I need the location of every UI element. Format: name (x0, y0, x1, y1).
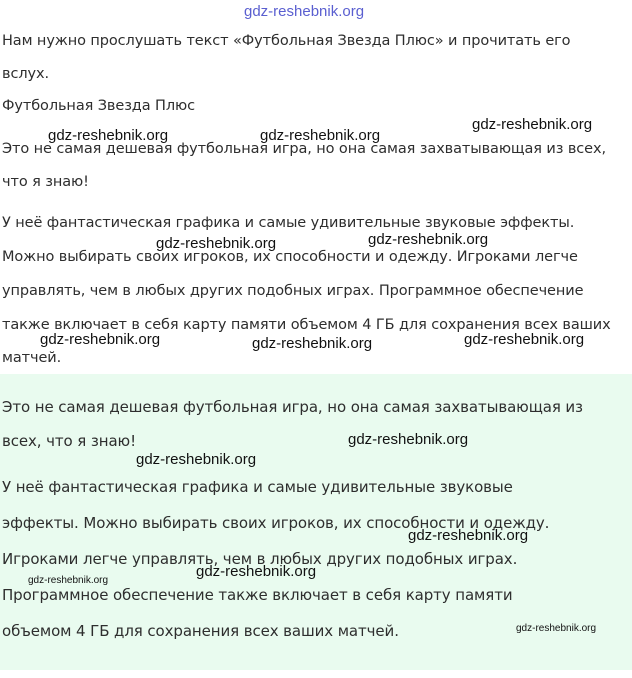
text-line-6: также включает в себя карту памяти объемом 4 ГБ для сохранения всех ваших (2, 317, 611, 333)
watermark: gdz-reshebnik.org (348, 431, 469, 448)
watermark-small: gdz-reshebnik.org (28, 575, 109, 586)
watermark: gdz-reshebnik.org (368, 231, 489, 248)
watermark: gdz-reshebnik.org (156, 235, 277, 252)
text-line-2: что я знаю! (2, 174, 89, 190)
answer-line-5: Игроками легче управлять, чем в любых других подобных играх. (2, 550, 518, 568)
text-line-5: управлять, чем в любых других подобных играх. Программное обеспечение (2, 283, 584, 299)
watermark: gdz-reshebnik.org (40, 331, 161, 348)
watermark: gdz-reshebnik.org (252, 335, 373, 352)
task-line-1: Нам нужно прослушать текст «Футбольная Звезда Плюс» и прочитать его (2, 33, 571, 49)
watermark-small: gdz-reshebnik.org (516, 623, 597, 634)
watermark: gdz-reshebnik.org (472, 116, 593, 133)
answer-line-2: всех, что я знаю! (2, 432, 136, 450)
answer-line-1: Это не самая дешевая футбольная игра, но она самая захватывающая из (2, 398, 583, 416)
watermark: gdz-reshebnik.org (260, 127, 381, 144)
text-title: Футбольная Звезда Плюс (2, 98, 195, 114)
answer-line-7: объемом 4 ГБ для сохранения всех ваших матчей. (2, 622, 399, 640)
text-line-3: У неё фантастическая графика и самые удивительные звуковые эффекты. (2, 215, 575, 231)
answer-line-3: У неё фантастическая графика и самые удивительные звуковые (2, 478, 513, 496)
answer-line-6: Программное обеспечение также включает в себя карту памяти (2, 586, 513, 604)
watermark: gdz-reshebnik.org (196, 563, 317, 580)
watermark: gdz-reshebnik.org (408, 527, 529, 544)
watermark: gdz-reshebnik.org (136, 451, 257, 468)
task-line-2: вслух. (2, 66, 49, 82)
watermark: gdz-reshebnik.org (48, 127, 169, 144)
text-line-1: Это не самая дешевая футбольная игра, но она самая захватывающая из всех, (2, 141, 606, 157)
text-line-7: матчей. (2, 350, 62, 366)
text-line-4: Можно выбирать своих игроков, их способности и одежду. Игроками легче (2, 249, 578, 265)
answer-line-4: эффекты. Можно выбирать своих игроков, их способности и одежду. (2, 514, 550, 532)
watermark: gdz-reshebnik.org (464, 331, 585, 348)
watermark-top: gdz-reshebnik.org (244, 3, 365, 20)
